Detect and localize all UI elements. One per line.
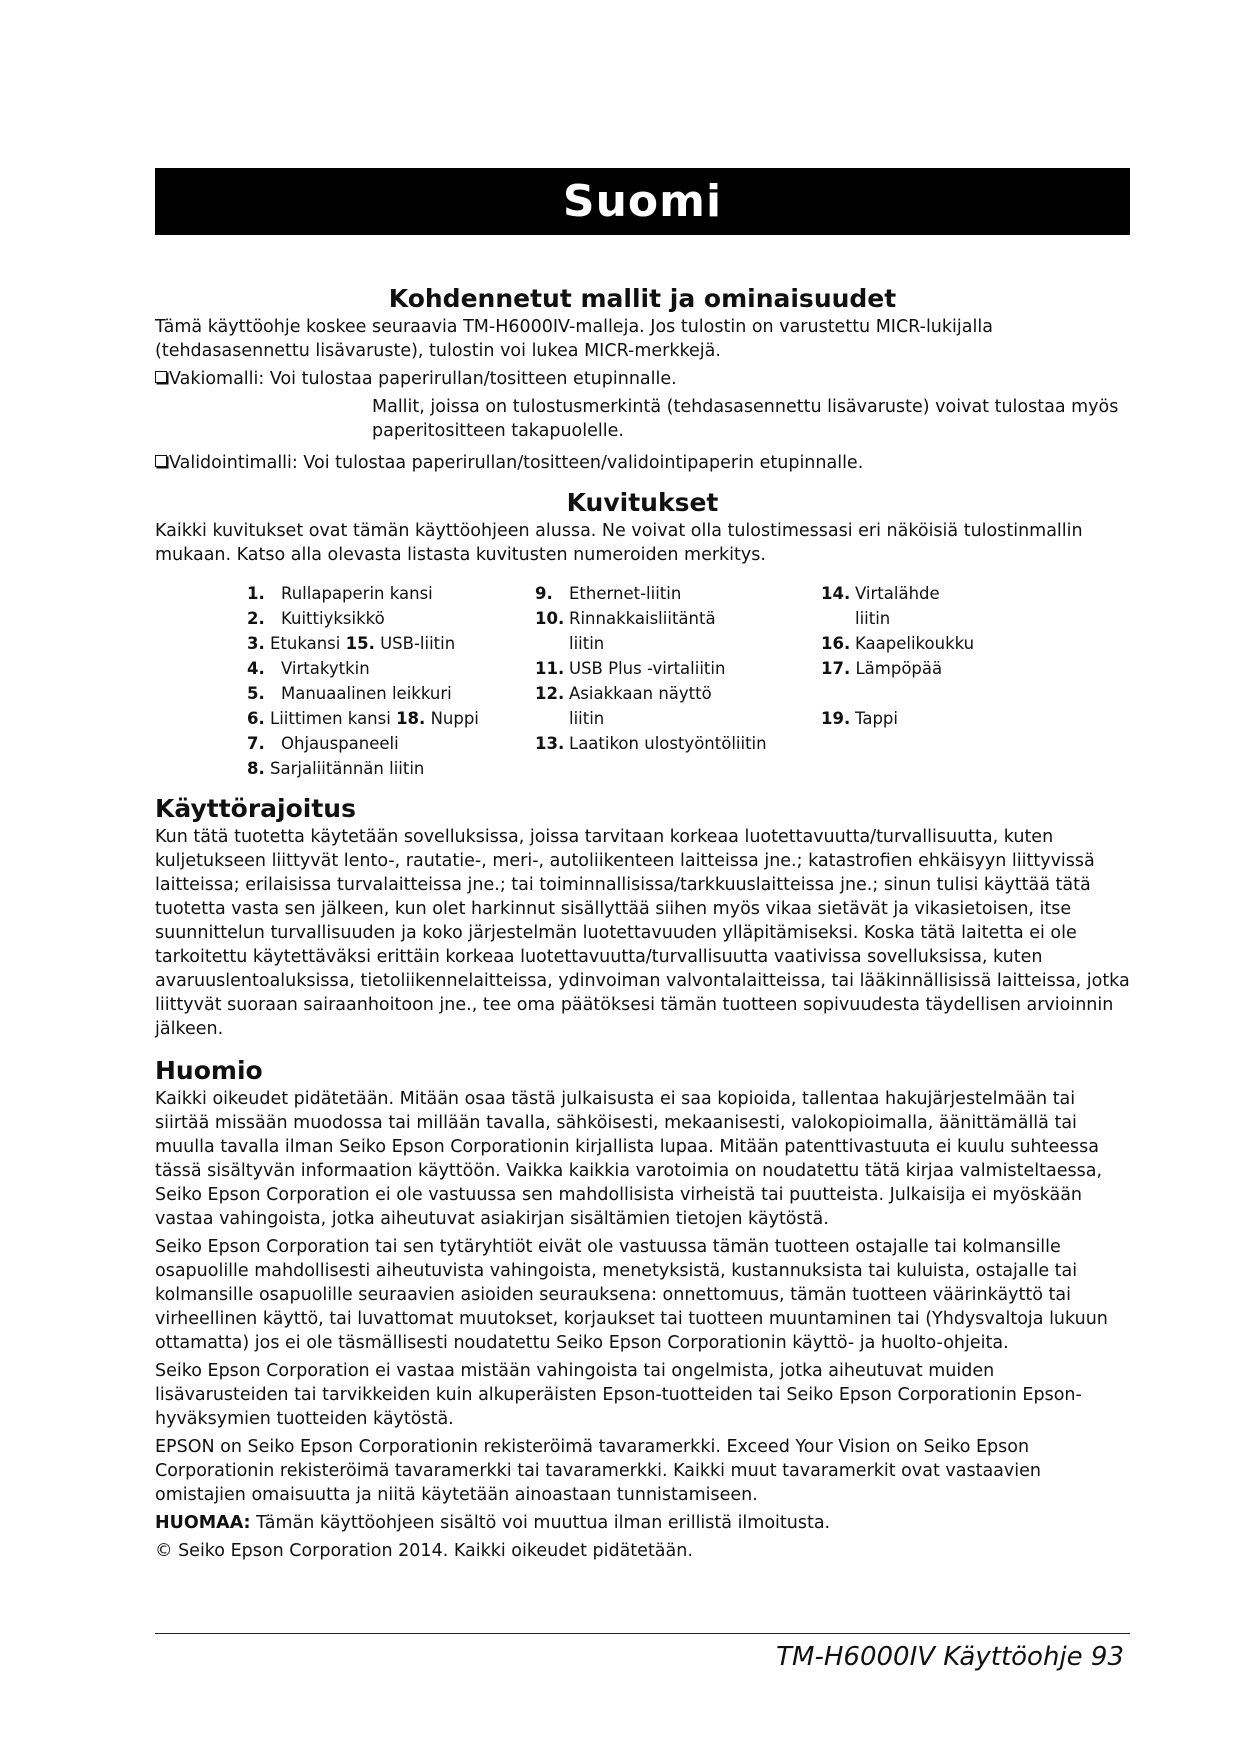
language-banner	[155, 168, 1130, 235]
list-item: 11. USB Plus -virtaliitin	[535, 659, 726, 678]
page-footer: TM-H6000IV Käyttöohje 93	[776, 1642, 1124, 1672]
list-item: 9. Ethernet-liitin	[535, 584, 682, 603]
change-note	[155, 1511, 1130, 1535]
page-content	[155, 168, 1130, 1563]
list-item: 13. Laatikon ulostyöntöliitin	[535, 734, 767, 753]
list-item: 12. Asiakkaan näyttö liitin	[535, 684, 712, 728]
notice-paragraph-4: EPSON on Seiko Epson Corporationin rekisteröimä tavaramerkki. Exceed Your Vision on Seiko Epson Corporationin rekisteröimä tavaramerkki tai tavaramerkki. Kaikki muut tavaramerkit ovat vastaavien omistajien omaisuutta ja niitä käytetään ainoastaan tunnistamiseen.	[155, 1437, 1041, 1505]
notice-heading: Huomio	[155, 1056, 263, 1085]
copyright-line: © Seiko Epson Corporation 2014. Kaikki oikeudet pidätetään.	[155, 1541, 693, 1561]
list-item: 2. Kuittiyksikkö	[247, 609, 385, 628]
legend-column-1	[247, 581, 507, 781]
validation-model-text: Validointimalli: Voi tulostaa paperirullan/tositteen/validointipaperin etupinnalle.	[169, 453, 864, 473]
standard-model-item	[155, 367, 1130, 391]
list-item: 4. Virtakytkin	[247, 659, 370, 678]
targeted-models-heading: Kohdennetut mallit ja ominaisuudet	[388, 284, 897, 313]
illustration-legend	[155, 581, 1130, 781]
list-item: 16. Kaapelikoukku	[821, 634, 975, 653]
illustrations-intro: Kaikki kuvitukset ovat tämän käyttöohjeen alussa. Ne voivat olla tulostimessasi eri näköisiä tulostinmallin mukaan. Katso alla olevasta listasta kuvitusten numeroiden merkitys.	[155, 521, 1083, 565]
notice-paragraph-3: Seiko Epson Corporation ei vastaa mistään vahingoista tai ongelmista, jotka aiheutuvat muiden lisävarusteiden tai tarvikkeiden kuin alkuperäisten Epson-tuotteiden tai Seiko Epson Corporationin Epson-hyväksymien tuotteiden käytöstä.	[155, 1361, 1082, 1429]
legend-column-2	[535, 581, 795, 756]
notice-paragraph-2: Seiko Epson Corporation tai sen tytäryhtiöt eivät ole vastuussa tämän tuotteen ostajalle tai kolmansille osapuolille mahdollisesti aiheutuvista vahingoista, menetyksistä, kustannuksista tai kuluista, ostajalle tai kolmansille osapuolille seuraavien asioiden seurauksena: onnettomuus, tämän tuotteen väärinkäyttö tai virheellinen käyttö, tai luvattomat muutokset, korjaukset tai tuotteen muuntaminen tai (Yhdysvaltoja lukuun ottamatta) jos ei ole täsmällisesti noudatettu Seiko Epson Corporationin käyttö- ja huolto-ohjeita.	[155, 1237, 1108, 1353]
legend-column-3	[821, 581, 1041, 731]
list-item: 3. Etukansi 15. USB-liitin	[247, 634, 456, 653]
list-item: 10. Rinnakkaisliitäntä liitin	[535, 609, 716, 653]
standard-model-text: Vakiomalli: Voi tulostaa paperirullan/tositteen etupinnalle.	[169, 369, 677, 389]
targeted-models-intro: Tämä käyttöohje koskee seuraavia TM-H6000IV-malleja. Jos tulostin on varustettu MICR-lukijalla (tehdasasennettu lisävaruste), tulostin voi lukea MICR-merkkejä.	[155, 317, 993, 361]
footer-divider	[155, 1633, 1130, 1634]
list-item: 6. Liittimen kansi 18. Nuppi	[247, 709, 479, 728]
list-item: 8. Sarjaliitännän liitin	[247, 759, 425, 778]
change-note-text: Tämän käyttöohjeen sisältö voi muuttua ilman erillistä ilmoitusta.	[250, 1513, 831, 1533]
banner-title: Suomi	[562, 176, 723, 227]
checkbox-bullet-icon	[155, 371, 167, 383]
list-item: 14. Virtalähde liitin	[821, 584, 940, 628]
standard-model-note: Mallit, joissa on tulostusmerkintä (tehdasasennettu lisävaruste) voivat tulostaa myös paperitositteen takapuolelle.	[372, 397, 1119, 441]
validation-model-item	[155, 451, 1130, 475]
list-item: 19. Tappi	[821, 709, 898, 728]
change-note-label: HUOMAA:	[155, 1513, 251, 1533]
illustrations-heading: Kuvitukset	[566, 488, 719, 517]
usage-restriction-heading: Käyttörajoitus	[155, 794, 356, 823]
list-item: 17. Lämpöpää	[821, 659, 943, 678]
checkbox-bullet-icon	[155, 455, 167, 467]
list-item: 5. Manuaalinen leikkuri	[247, 684, 452, 703]
list-item: 1. Rullapaperin kansi	[247, 584, 433, 603]
notice-paragraph-1: Kaikki oikeudet pidätetään. Mitään osaa tästä julkaisusta ei saa kopioida, tallentaa hakujärjestelmään tai siirtää missään muodossa tai millään tavalla, sähköisesti, mekaanisesti, valokopioimalla, äänittämällä tai muulla tavalla ilman Seiko Epson Corporationin kirjallista lupaa. Mitään patenttivastuuta ei kuulu suhteessa tässä sisältyvän informaation käyttöön. Vaikka kaikkia varotoimia on noudatettu tätä kirjaa valmisteltaessa, Seiko Epson Corporation ei ole vastuussa sen mahdollisista virheistä tai puutteista. Julkaisija ei myöskään vastaa vahingoista, jotka aiheutuvat asiakirjan sisältämien tietojen käytöstä.	[155, 1089, 1103, 1229]
list-item: 7. Ohjauspaneeli	[247, 734, 399, 753]
usage-restriction-body: Kun tätä tuotetta käytetään sovelluksissa, joissa tarvitaan korkeaa luotettavuutta/turvallisuutta, kuten kuljetukseen liittyvät lento-, rautatie-, meri-, autoliikenteen laitteissa jne.; katastrofien ehkäisyyn liittyvissä laitteissa; erilaisissa turvalaitteissa jne.; tai toiminnallisissa/tarkkuuslaitteissa jne.; sinun tulisi käyttää tätä tuotetta vasta sen jälkeen, kun olet harkinnut sisällyttää siihen myös vikaa sietävät ja vikasietoisen, itse suunnittelun turvallisuuden ja koko järjestelmän luotettavuuden ylläpitämiseksi. Koska tätä laitetta ei ole tarkoitettu käytettäväksi erittäin korkeaa luotettavuutta/turvallisuutta vaativissa sovelluksissa, kuten avaruuslentoaluksissa, tietoliikennelaitteissa, ydinvoiman valvontalaitteissa, tai lääkinnällisissä laitteissa, jotka liittyvät suoraan sairaanhoitoon jne., tee oma päätöksesi tämän tuotteen sopivuudesta täydellisen arvioinnin jälkeen.	[155, 827, 1130, 1039]
